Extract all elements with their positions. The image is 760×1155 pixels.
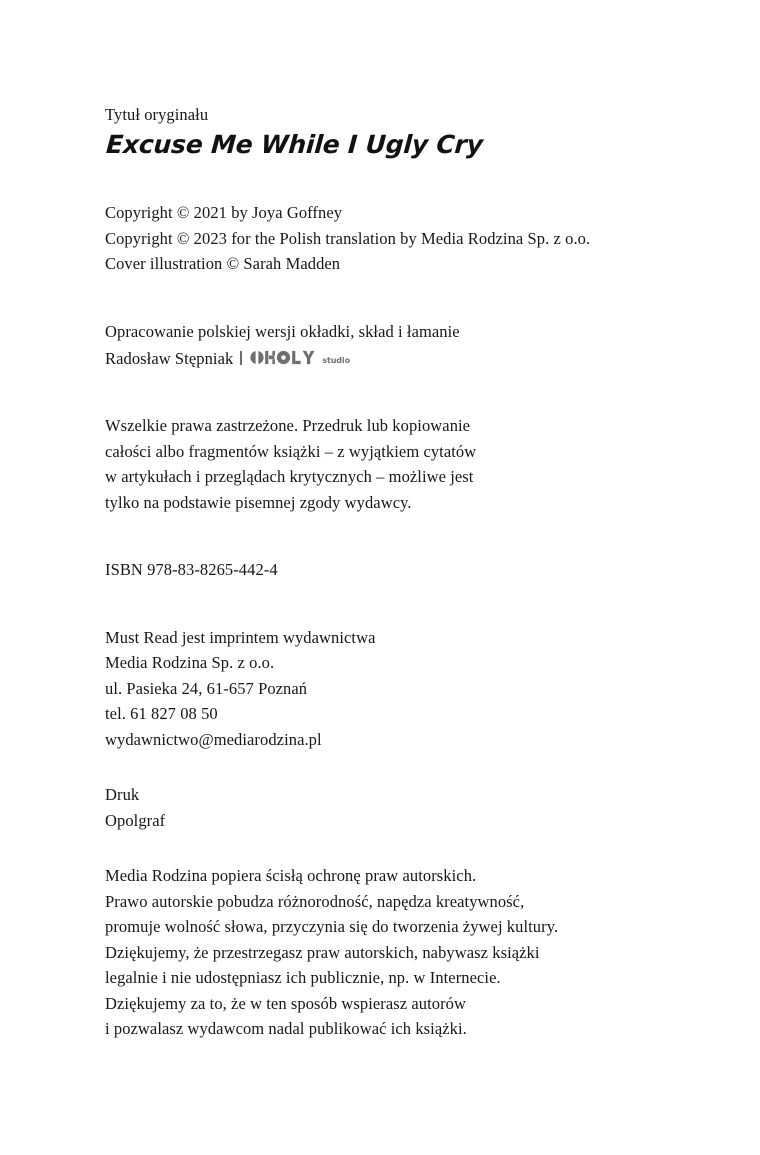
cover-design-label: Opracowanie polskiej wersji okładki, skład i łamanie [105,321,460,341]
cover-design-block [105,319,665,372]
cover-design-credit-row [105,344,665,371]
original-title-label: Tytuł oryginału [105,105,209,124]
imprint-address-line: ul. Pasieka 24, 61-657 Poznań [105,678,308,698]
copyright-block [105,200,665,277]
anti-piracy-line: i pozwalasz wydawcom nadal publikować ich książki. [105,1019,467,1039]
isbn-text: ISBN 978-83-8265-442-4 [105,560,278,580]
spacer [105,162,665,200]
spacer [105,515,665,557]
imprint-line: Must Read jest imprintem wydawnictwa [105,627,376,647]
copyright-line: Copyright © 2021 by Joya Goffney [105,203,343,222]
page-content [105,104,665,1042]
anti-piracy-line: promuje wolność słowa, przyczynia się do tworzenia żywej kultury. [105,917,559,937]
logo-divider [240,351,242,365]
logo-studio-text: studio [322,356,350,365]
original-title-script: Excuse Me While I Ugly Cry [105,130,484,159]
anti-piracy-line: legalnie i nie udostępniasz ich publicznie, np. w Internecie. [105,968,501,988]
spacer [105,277,665,319]
rights-line: całości albo fragmentów książki – z wyjątkiem cytatów [105,441,477,461]
original-title-block [105,104,665,162]
anti-piracy-line: Dziękujemy, że przestrzegasz praw autorskich, nabywasz książki [105,942,540,962]
anti-piracy-line: Prawo autorskie pobudza różnorodność, napędza kreatywność, [105,891,525,911]
copyright-line: Cover illustration © Sarah Madden [105,254,341,273]
isbn-block [105,557,665,583]
spacer [105,752,665,782]
rights-line: w artykułach i przeglądach krytycznych – możliwe jest [105,467,474,487]
printer-name: Opolgraf [105,810,166,830]
cover-designer-name: Radosław Stępniak [105,348,234,368]
imprint-line: Media Rodzina Sp. z o.o. [105,653,275,673]
imprint-email-line: wydawnictwo@mediarodzina.pl [105,729,322,749]
imprint-block [105,625,665,753]
rights-block [105,413,665,515]
printing-block [105,782,665,833]
copyright-line: Copyright © 2023 for the Polish translation by Media Rodzina Sp. z o.o. [105,228,591,248]
spacer [105,583,665,625]
anti-piracy-line: Media Rodzina popiera ścisłą ochronę praw autorskich. [105,866,477,886]
imprint-phone-line: tel. 61 827 08 50 [105,704,218,724]
okoly-studio-logo [240,345,350,371]
printing-label: Druk [105,785,140,805]
anti-piracy-line: Dziękujemy za to, że w ten sposób wspierasz autorów [105,993,467,1013]
spacer [105,371,665,413]
rights-line: tylko na podstawie pisemnej zgody wydawcy. [105,492,412,512]
anti-piracy-block [105,863,665,1042]
okoly-wordmark-icon [250,350,316,365]
spacer [105,833,665,863]
rights-line: Wszelkie prawa zastrzeżone. Przedruk lub kopiowanie [105,416,471,436]
